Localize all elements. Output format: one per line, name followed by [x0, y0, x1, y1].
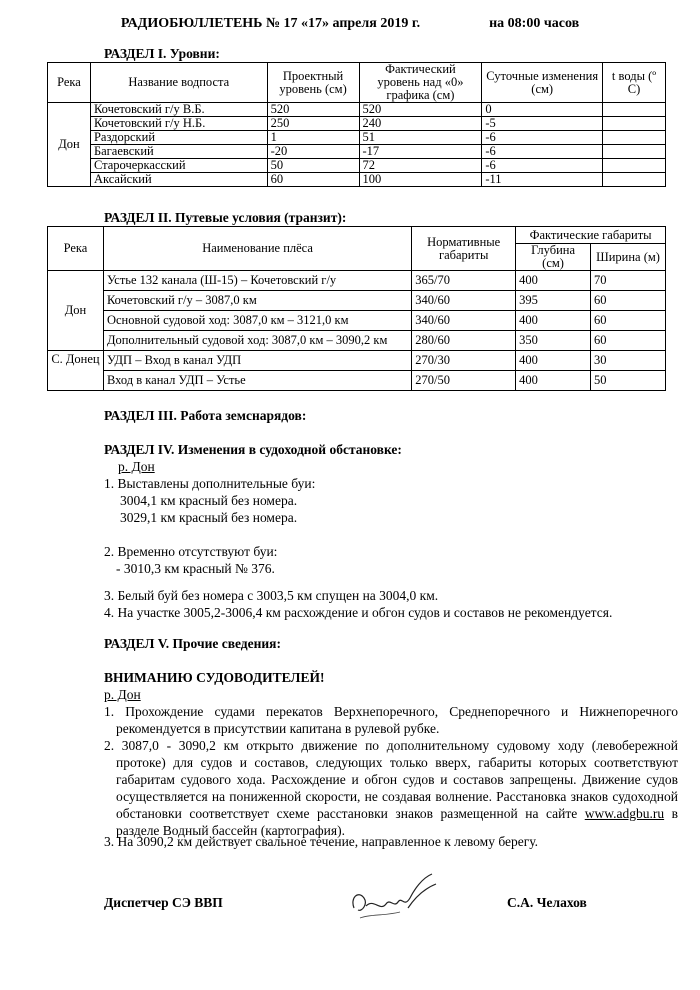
value-cell: 400 — [516, 311, 591, 331]
value-cell: 72 — [359, 159, 482, 173]
col-actual: Фактические габариты — [516, 227, 666, 244]
transit-table — [47, 226, 666, 391]
table-row — [48, 371, 666, 391]
col-station: Название водпоста — [90, 63, 267, 103]
col-actual-level: Фактический уровень над «0» графика (см) — [359, 63, 482, 103]
table-row — [48, 173, 666, 187]
table-row — [48, 131, 666, 145]
station-cell: Багаевский — [90, 145, 267, 159]
value-cell — [603, 145, 666, 159]
value-cell: 340/60 — [412, 291, 516, 311]
levels-table — [47, 62, 666, 187]
value-cell — [603, 159, 666, 173]
bulletin-time: на 08:00 часов — [489, 16, 580, 31]
table-row — [48, 331, 666, 351]
value-cell: 60 — [591, 291, 666, 311]
river-cell: Дон — [48, 271, 104, 351]
value-cell: -20 — [267, 145, 359, 159]
value-cell: -17 — [359, 145, 482, 159]
value-cell — [603, 117, 666, 131]
notice-line: 4. На участке 3005,2-3006,4 км расхождение и обгон судов и составов не рекомендуется. — [104, 605, 613, 620]
value-cell: 0 — [482, 103, 603, 117]
table-row — [48, 145, 666, 159]
section-4-title: РАЗДЕЛ IV. Изменения в судоходной обстановке: — [104, 442, 402, 457]
station-cell: Раздорский — [90, 131, 267, 145]
col-river: Река — [48, 63, 91, 103]
stretch-cell: Вход в канал УДП – Устье — [103, 371, 411, 391]
table-row — [48, 351, 666, 371]
value-cell: 60 — [267, 173, 359, 187]
attention-item-1: 1. Прохождение судами перекатов Верхнепоречного, Среднепоречного и Нижнепоречного рекомендуется в присутствии капитана в рулевой рубке. — [104, 704, 678, 736]
value-cell: 520 — [359, 103, 482, 117]
value-cell: 365/70 — [412, 271, 516, 291]
notice-line: 1. Выставлены дополнительные буи: — [104, 476, 316, 491]
col-daily-change: Суточные изменения (см) — [482, 63, 603, 103]
river-cell: Дон — [48, 103, 91, 187]
value-cell: 400 — [516, 271, 591, 291]
section-1-title: РАЗДЕЛ I. Уровни: — [104, 46, 220, 61]
dispatcher-label: Диспетчер СЭ ВВП — [104, 895, 223, 910]
value-cell: 520 — [267, 103, 359, 117]
value-cell: 1 — [267, 131, 359, 145]
attention-item-2-text: 2. 3087,0 - 3090,2 км открыто движение по дополнительному судовому ходу (левобережной протоке) для судов и составов, следующих только вверх, габариты которых соответствуют габаритам судового хода. Расхождение и обгон судов и составов запрещены. Движение судов осуществляется на пониженной скорости, не создавая волнение. Расстановка знаков судоходной обстановки соответствует схеме расстановки знаков размещенной на сайте — [104, 738, 678, 821]
bulletin-header — [0, 16, 700, 32]
value-cell: -6 — [482, 145, 603, 159]
col-norm: Нормативные габариты — [412, 227, 516, 271]
river-label: р. Дон — [104, 687, 141, 702]
notice-line: - 3010,3 км красный № 376. — [116, 561, 275, 576]
value-cell: 70 — [591, 271, 666, 291]
station-cell: Старочеркасский — [90, 159, 267, 173]
signature-image — [340, 868, 450, 928]
notice-line: 3. Белый буй без номера с 3003,5 км спущен на 3004,0 км. — [104, 588, 439, 603]
river-label: р. Дон — [118, 459, 155, 474]
col-stretch: Наименование плёса — [103, 227, 411, 271]
signatory-name: С.А. Челахов — [507, 895, 587, 910]
table-row — [48, 159, 666, 173]
station-cell: Кочетовский г/у Н.Б. — [90, 117, 267, 131]
value-cell: 60 — [591, 331, 666, 351]
river-cell: С. Донец — [48, 351, 104, 391]
value-cell — [603, 173, 666, 187]
value-cell: 60 — [591, 311, 666, 331]
value-cell: 51 — [359, 131, 482, 145]
stretch-cell: Основной судовой ход: 3087,0 км – 3121,0 км — [103, 311, 411, 331]
value-cell: -6 — [482, 131, 603, 145]
section-5-title: РАЗДЕЛ V. Прочие сведения: — [104, 636, 281, 651]
value-cell: -11 — [482, 173, 603, 187]
value-cell: 280/60 — [412, 331, 516, 351]
attention-item-3: 3. На 3090,2 км действует свальное течение, направленное к левому берегу. — [104, 834, 539, 849]
col-water-temp: t воды (º C) — [603, 63, 666, 103]
value-cell: 100 — [359, 173, 482, 187]
value-cell: 250 — [267, 117, 359, 131]
attention-item-2 — [104, 737, 678, 839]
value-cell: 350 — [516, 331, 591, 351]
station-cell: Кочетовский г/у В.Б. — [90, 103, 267, 117]
table-row — [48, 291, 666, 311]
stretch-cell: Устье 132 канала (Ш-15) – Кочетовский г/у — [103, 271, 411, 291]
value-cell: -6 — [482, 159, 603, 173]
value-cell: 270/30 — [412, 351, 516, 371]
attention-title: ВНИМАНИЮ СУДОВОДИТЕЛЕЙ! — [104, 670, 325, 685]
value-cell: -5 — [482, 117, 603, 131]
value-cell: 400 — [516, 371, 591, 391]
col-width: Ширина (м) — [591, 244, 666, 271]
table-row — [48, 271, 666, 291]
value-cell — [603, 103, 666, 117]
value-cell: 395 — [516, 291, 591, 311]
value-cell: 340/60 — [412, 311, 516, 331]
value-cell: 240 — [359, 117, 482, 131]
value-cell — [603, 131, 666, 145]
value-cell: 270/50 — [412, 371, 516, 391]
table-row — [48, 311, 666, 331]
table-row — [48, 103, 666, 117]
col-river: Река — [48, 227, 104, 271]
stretch-cell: Дополнительный судовой ход: 3087,0 км – 3090,2 км — [103, 331, 411, 351]
col-depth: Глубина (см) — [516, 244, 591, 271]
value-cell: 50 — [591, 371, 666, 391]
bulletin-title: РАДИОБЮЛЛЕТЕНЬ № 17 «17» апреля 2019 г. — [120, 16, 421, 31]
notice-line: 3029,1 км красный без номера. — [120, 510, 298, 525]
value-cell: 400 — [516, 351, 591, 371]
section-3-title: РАЗДЕЛ III. Работа земснарядов: — [104, 408, 307, 423]
col-design-level: Проектный уровень (см) — [267, 63, 359, 103]
notice-line: 2. Временно отсутствуют буи: — [104, 544, 278, 559]
value-cell: 30 — [591, 351, 666, 371]
notice-line: 3004,1 км красный без номера. — [120, 493, 298, 508]
levels-header-row — [48, 63, 666, 103]
stretch-cell: Кочетовский г/у – 3087,0 км — [103, 291, 411, 311]
value-cell: 50 — [267, 159, 359, 173]
section-2-title: РАЗДЕЛ II. Путевые условия (транзит): — [104, 210, 347, 225]
station-cell: Аксайский — [90, 173, 267, 187]
table-row — [48, 117, 666, 131]
stretch-cell: УДП – Вход в канал УДП — [103, 351, 411, 371]
website-link[interactable]: www.adgbu.ru — [584, 806, 665, 821]
attention-item-2-text-end: в разделе Водный бассейн (картография). — [116, 806, 679, 838]
